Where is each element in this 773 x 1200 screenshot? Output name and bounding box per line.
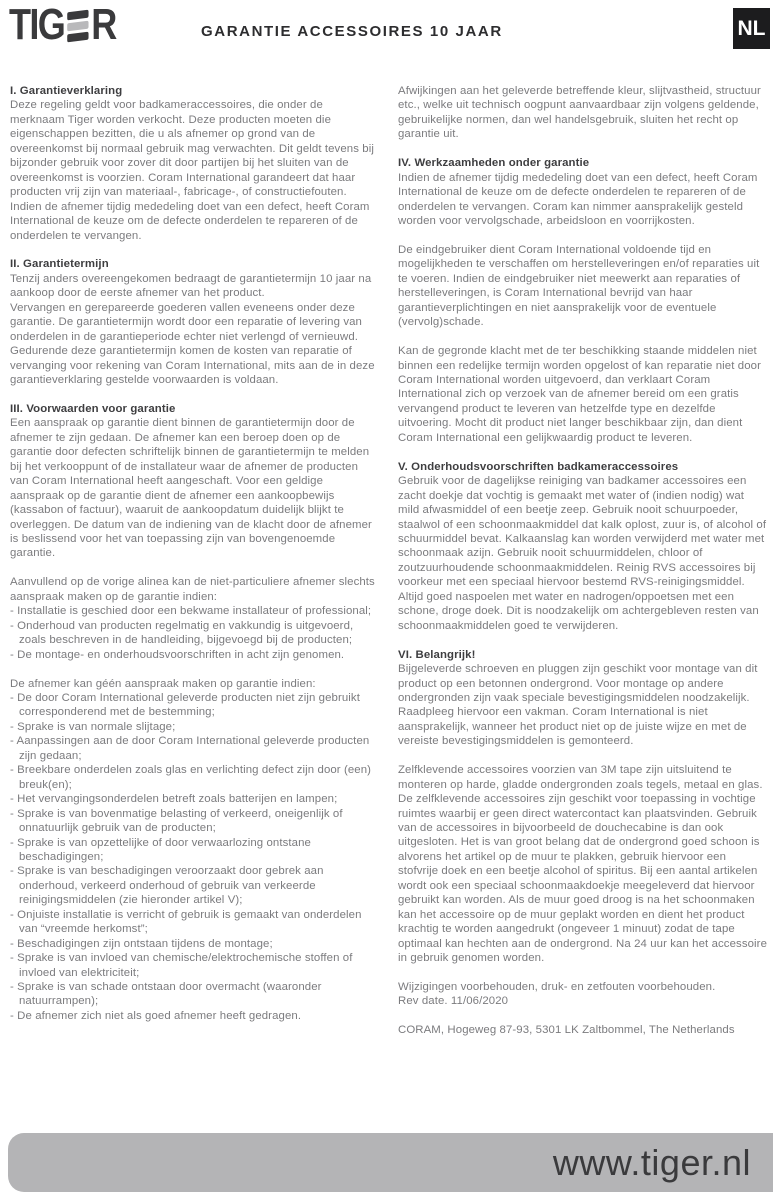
- bullet-item: - Onjuiste installatie is verricht of gebruik is gemaakt van onderdelen van “vreemde herkomst”;: [10, 908, 379, 937]
- bullet-item: - Sprake is van opzettelijke of door verwaarlozing ontstane beschadigingen;: [10, 836, 379, 865]
- bullet-item: - De afnemer zich niet als goed afnemer heeft gedragen.: [10, 1009, 379, 1023]
- logo-text-left: TIG: [9, 0, 65, 49]
- paragraph: Een aanspraak op garantie dient binnen de garantietermijn door de afnemer te zijn gedaan. De afnemer kan een beroep doen op de garantie door defecten schriftelijk binnen de garantietermijn te melden bij het verkooppunt of de installateur waar de afnemer de producten van Coram International heeft aangeschaft. Voor een geldige aanspraak op de garantie dient de afnemer een aankoopbewijs (kassabon of factuur), waaruit de aankoopdatum duidelijk blijkt te overleggen. De datum van de indiening van de klacht door de afnemer is beslissend voor het van toepassing zijn van bovengenoemde garantie.: [10, 417, 372, 560]
- left-column: [10, 84, 379, 1038]
- bullet-item: - Sprake is van schade ontstaan door overmacht (waaronder natuurrampen);: [10, 980, 379, 1009]
- paragraph: Gebruik voor de dagelijkse reiniging van badkamer accessoires een zacht doekje dat vochtig is gemaakt met water of (indien nodig) wat mild afwasmiddel of een beetje zeep. Gebruik nooit schuurpoeder, staalwol of een schoonmaakmiddel dat kalk oplost, zuur is, of alcohol of schuurmiddel bevat. Kalkaanslag kan worden verwijderd met water met schoonmaak azijn. Gebruik nooit schuurmiddelen, chloor of zoutzuurhoudende schoonmaakmiddelen. Reinig RVS accessoires bij voorkeur met een speciaal hiervoor bestemd RVS-reinigingsmiddel. Altijd goed naspoelen met water en nadrogen/oppoetsen met een schone, droge doek. Dit is noodzakelijk om achtergebleven resten van schoonmaakmiddelen goed te verwijderen.: [398, 475, 767, 632]
- website-url: www.tiger.nl: [552, 1141, 751, 1183]
- bullet-item: - Sprake is van bovenmatige belasting of verkeerd, oneigenlijk of onnatuurlijk gebruik van de producten;: [10, 807, 379, 836]
- section-heading: VI. Belangrijk!: [398, 648, 476, 661]
- paragraph: Wijzigingen voorbehouden, druk- en zetfouten voorbehouden.: [398, 980, 716, 993]
- right-column: [398, 84, 767, 1038]
- bullet-item: - Onderhoud van producten regelmatig en vakkundig is uitgevoerd, zoals beschreven in de handleiding, bijgevoegd bij de producten;: [10, 619, 379, 648]
- bullet-item: - De montage- en onderhoudsvoorschriften in acht zijn genomen.: [10, 648, 379, 662]
- paragraph: Deze regeling geldt voor badkameraccessoires, die onder de merknaam Tiger worden verkocht. Deze producten moeten die eigenschappen bezitten, die u als afnemer op grond van de overeenkomst bij normaal gebruik mag verwachten. Dit geldt tevens bij bijzonder gebruik voor zover dit door partijen bij het sluiten van de overeenkomst is voorzien. Coram International garandeert dat haar producten vrij zijn van materiaal-, fabricage-, of constructiefouten. Indien de afnemer tijdig mededeling doet van een defect, heeft Coram International de keuze om de defecte onderdelen te repareren of de onderdelen te vervangen.: [10, 99, 374, 242]
- paragraph: CORAM, Hogeweg 87-93, 5301 LK Zaltbommel, The Netherlands: [398, 1024, 735, 1037]
- section-heading: III. Voorwaarden voor garantie: [10, 402, 176, 415]
- bullet-item: - Beschadigingen zijn ontstaan tijdens de montage;: [10, 937, 379, 951]
- section-heading: IV. Werkzaamheden onder garantie: [398, 157, 590, 170]
- paragraph: Aanvullend op de vorige alinea kan de niet-particuliere afnemer slechts aanspraak maken op de garantie indien:: [10, 576, 375, 603]
- language-badge: NL: [733, 8, 770, 49]
- paragraph: Bijgeleverde schroeven en pluggen zijn geschikt voor montage van dit product op een betonnen ondergrond. Voor montage op andere ondergronden zijn vaak speciale bevestigingsmiddelen noodzakelijk. Raadpleeg hiervoor een vakman. Coram International is niet aansprakelijk, wanneer het product niet op de juiste wijze en met de vereiste bevestigingsmiddelen is gemonteerd.: [398, 663, 758, 748]
- paragraph: Afwijkingen aan het geleverde betreffende kleur, slijtvastheid, structuur etc., welke uit technisch oogpunt aanvaardbaar zijn volgens geldende, gebruikelijke normen, dan wel handelsgebruik, sluiten het recht op garantie uit.: [398, 85, 761, 141]
- bullet-item: - De door Coram International geleverde producten niet zijn gebruikt corresponderend met de bestemming;: [10, 691, 379, 720]
- paragraph: Gedurende deze garantietermijn komen de kosten van reparatie of vervanging voor rekening van Coram International, mits aan de in deze garantieverklaring gestelde voorwaarden is voldaan.: [10, 345, 375, 387]
- bullet-list: [10, 691, 379, 1023]
- bullet-item: - Aanpassingen aan de door Coram International geleverde producten zijn gedaan;: [10, 734, 379, 763]
- bullet-list: [10, 604, 379, 662]
- paragraph: Kan de gegronde klacht met de ter beschikking staande middelen niet binnen een redelijke termijn worden opgelost of kan reparatie niet door Coram International worden uitgevoerd, dan verklaart Coram International zich op verzoek van de afnemer bereid om een gratis vervangend product te leveren van hetzelfde type en dezelfde uitvoering. Mocht dit product niet langer beschikbaar zijn, dan dient Coram International een gelijkwaardig product te leveren.: [398, 345, 761, 444]
- paragraph: De afnemer kan géén aanspraak maken op garantie indien:: [10, 677, 316, 690]
- bullet-item: - Het vervangingsonderdelen betreft zoals batterijen en lampen;: [10, 792, 379, 806]
- page-title: GARANTIE ACCESSOIRES 10 JAAR: [201, 23, 503, 40]
- tiger-logo: [9, 0, 116, 49]
- bullet-item: - Sprake is van invloed van chemische/elektrochemische stoffen of invloed van elektriciteit;: [10, 951, 379, 980]
- footer-bar: [8, 1133, 773, 1192]
- section-heading: V. Onderhoudsvoorschriften badkameraccessoires: [398, 460, 679, 473]
- bullet-item: - Sprake is van normale slijtage;: [10, 720, 379, 734]
- section-heading: II. Garantietermijn: [10, 258, 109, 271]
- bullet-item: - Sprake is van beschadigingen veroorzaakt door gebrek aan onderhoud, verkeerd onderhoud of gebruik van verkeerde reinigingsmiddelen (zie hieronder artikel V);: [10, 864, 379, 907]
- paragraph: De eindgebruiker dient Coram International voldoende tijd en mogelijkheden te verschaffen om herstelleveringen en/of reparaties uit te voeren. Indien de eindgebruiker niet meewerkt aan reparaties of herstelleveringen, is Coram International bevrijd van haar garantieverplichtingen en niet aansprakelijk voor de eventuele (vervolg)schade.: [398, 243, 760, 329]
- document-body: [10, 84, 767, 1038]
- paragraph: Zelfklevende accessoires voorzien van 3M tape zijn uitsluitend te monteren op harde, gladde ondergronden zoals tegels, metaal en glas. De zelfklevende accessoires zijn geschikt voor toepassing in vochtige ruimtes waarbij er geen direct watercontact kan plaatsvinden. Gebruik van de accessoires in bijvoorbeeld de douchecabine is dan ook uitgesloten. Het is van groot belang dat de ondergrond goed schoon is alvorens het artikel op de muur te plakken, gebruik hiervoor een stofvrije doek en een beetje alcohol of spiritus. Bij een aantal artikelen wordt ook een speciaal schoonmaakdoekje meegeleverd dat hiervoor gebruikt kan worden. Als de muur goed droog is na het schoonmaken kan het accessoire op de muur geplakt worden en dient het product krachtig te worden aangedrukt (ongeveer 1 minuut) zodat de tape optimaal kan hechten aan de ondergrond. Na 24 uur kan het accessoire in gebruik genomen worden.: [398, 764, 768, 965]
- paragraph: Rev date. 11/06/2020: [398, 995, 509, 1008]
- paragraph: Tenzij anders overeengekomen bedraagt de garantietermijn 10 jaar na aankoop door de eerste afnemer van het product.: [10, 272, 372, 300]
- paragraph: Vervangen en gerepareerde goederen vallen eveneens onder deze garantie. De garantietermijn wordt door een reparatie of levering van onderdelen in de garantieperiode echter niet verlengd of vernieuwd.: [10, 301, 362, 343]
- paragraph: Indien de afnemer tijdig mededeling doet van een defect, heeft Coram International de keuze om de defecte onderdelen te repareren of de onderdelen te vervangen. Coram kan nimmer aansprakelijk gesteld worden voor vervolgschade, arbeidsloon en voorrijkosten.: [398, 171, 758, 228]
- logo-text-right: R: [91, 0, 116, 49]
- bullet-item: - Breekbare onderdelen zoals glas en verlichting defect zijn door (een) breuk(en);: [10, 763, 379, 792]
- section-heading: I. Garantieverklaring: [10, 85, 123, 97]
- logo-e-bars-icon: [67, 9, 88, 43]
- bullet-item: - Installatie is geschied door een bekwame installateur of professional;: [10, 604, 379, 618]
- document-header: [0, 0, 773, 60]
